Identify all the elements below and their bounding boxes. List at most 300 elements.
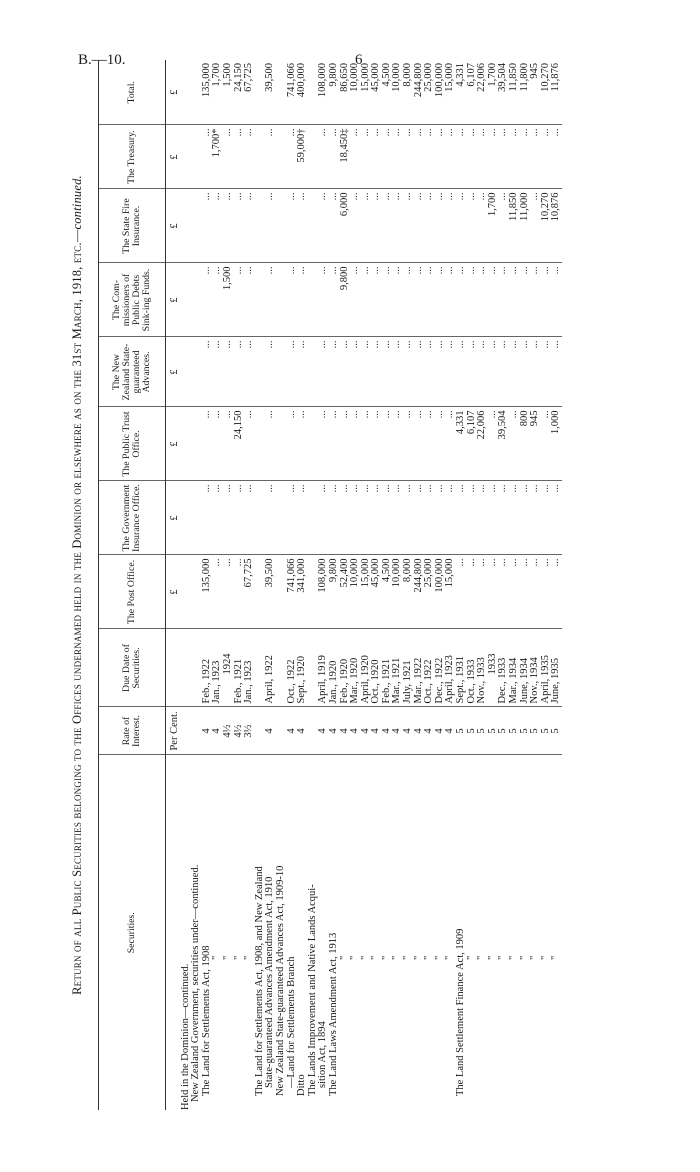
post-office-cell: 244,800	[414, 555, 425, 629]
securities-cell: New Zealand Government, securities under—continued.	[190, 864, 202, 1102]
state-fire-cell	[276, 189, 287, 263]
state-fire-cell: ...	[403, 189, 414, 263]
securities-cell: The Land for Settlements Act, 1908	[200, 945, 212, 1096]
due-date-cell: Mar., 1921	[392, 629, 403, 707]
government-insurance-cell: ...	[435, 481, 446, 555]
state-guaranteed-cell	[276, 337, 287, 407]
securities-cell: "	[211, 955, 223, 960]
post-office-cell: 108,000	[318, 555, 329, 629]
due-date-cell: Jan., 1923	[212, 629, 223, 707]
rate-cell: 4	[403, 707, 414, 755]
state-guaranteed-cell: ...	[244, 337, 255, 407]
state-guaranteed-cell: ...	[382, 337, 393, 407]
public-trust-cell: ...	[424, 407, 435, 481]
due-date-cell: July, 1921	[403, 629, 414, 707]
commissioners-cell: ...	[498, 263, 509, 337]
public-trust-cell: ...	[287, 407, 298, 481]
government-insurance-cell: ...	[297, 481, 308, 555]
commissioners-cell: ...	[477, 263, 488, 337]
government-insurance-cell: ...	[329, 481, 340, 555]
public-trust-cell: ...	[509, 407, 520, 481]
securities-cell: The Lands Improvement and Native Lands Acqui-	[306, 884, 318, 1096]
total-cell: 1,700	[212, 60, 223, 125]
treasury-cell: ...	[350, 125, 361, 189]
rate-cell: 4½	[223, 707, 234, 755]
public-trust-cell: ...	[350, 407, 361, 481]
post-office-cell: 10,000	[392, 555, 403, 629]
commissioners-cell: ...	[435, 263, 446, 337]
state-guaranteed-cell: ...	[287, 337, 298, 407]
state-fire-cell: ...	[414, 189, 425, 263]
commissioners-cell: ...	[244, 263, 255, 337]
public-trust-cell: ...	[223, 407, 234, 481]
col-state-guaranteed-advances: The New Zealand State-guaranteed Advances.	[99, 337, 166, 407]
commissioners-cell: ...	[467, 263, 478, 337]
total-cell: 8,000	[403, 60, 414, 125]
total-cell	[181, 60, 192, 125]
government-insurance-cell: ...	[498, 481, 509, 555]
total-cell: 24,150	[234, 60, 245, 125]
units-post: £	[166, 555, 181, 629]
post-office-cell: 741,066	[287, 555, 298, 629]
rate-cell: 5	[541, 707, 552, 755]
rate-cell: 4	[424, 707, 435, 755]
treasury-cell: ...	[477, 125, 488, 189]
due-date-cell: April, 1922	[265, 629, 276, 707]
units-blank	[166, 629, 181, 707]
table-row	[551, 60, 562, 1110]
col-rate: Rate of Interest.	[99, 707, 166, 755]
public-trust-cell: 6,107	[467, 407, 478, 481]
commissioners-cell: ...	[403, 263, 414, 337]
treasury-cell: 18,450‡	[340, 125, 351, 189]
government-insurance-cell: ...	[467, 481, 478, 555]
rate-cell: 4	[414, 707, 425, 755]
title-main: Return of all Public Securities belonging to the Offices undernamed held in the Dominion or elsewhere as on the 31st March, 1918, etc.—	[70, 229, 84, 995]
treasury-cell: ...	[265, 125, 276, 189]
treasury-cell: ...	[287, 125, 298, 189]
col-securities: Securities.	[99, 755, 166, 1110]
total-cell: 945	[530, 60, 541, 125]
treasury-cell: 59,000†	[297, 125, 308, 189]
state-fire-cell: ...	[329, 189, 340, 263]
public-trust-cell: ...	[329, 407, 340, 481]
table-row	[223, 60, 234, 1110]
state-fire-cell	[181, 189, 192, 263]
securities-cell: "	[486, 955, 498, 960]
government-insurance-cell: ...	[403, 481, 414, 555]
units-total: £	[166, 60, 181, 125]
securities-cell: "	[380, 955, 392, 960]
commissioners-cell: ...	[541, 263, 552, 337]
total-cell: 11,876	[551, 60, 562, 125]
commissioners-cell: ...	[509, 263, 520, 337]
securities-cell: "	[497, 955, 509, 960]
total-cell: 244,800	[414, 60, 425, 125]
total-cell: 39,500	[265, 60, 276, 125]
post-office-cell: ...	[477, 555, 488, 629]
government-insurance-cell: ...	[509, 481, 520, 555]
rate-cell: 4	[318, 707, 329, 755]
due-date-cell: Dec., 1933	[498, 629, 509, 707]
public-trust-cell: 945	[530, 407, 541, 481]
post-office-cell: 25,000	[424, 555, 435, 629]
table-row	[329, 60, 340, 1110]
post-office-cell: 341,000	[297, 555, 308, 629]
government-insurance-cell: ...	[234, 481, 245, 555]
commissioners-cell: ...	[424, 263, 435, 337]
securities-cell: "	[508, 955, 519, 960]
state-fire-cell: ...	[498, 189, 509, 263]
units-row	[166, 60, 181, 1110]
due-date-cell: 1924	[223, 629, 234, 707]
total-cell: 86,650	[340, 60, 351, 125]
post-office-cell: 8,000	[403, 555, 414, 629]
public-trust-cell: ...	[361, 407, 372, 481]
state-fire-cell: 1,700	[488, 189, 499, 263]
state-guaranteed-cell: ...	[212, 337, 223, 407]
commissioners-cell: ...	[234, 263, 245, 337]
state-guaranteed-cell: ...	[509, 337, 520, 407]
total-cell: 135,000	[202, 60, 213, 125]
table-row	[371, 60, 382, 1110]
rate-cell: 4	[371, 707, 382, 755]
commissioners-cell: ...	[297, 263, 308, 337]
col-commissioners: The Com-missioners of Public Debts Sink-ing Funds.	[99, 263, 166, 337]
state-fire-cell: ...	[477, 189, 488, 263]
col-public-trust: The Public Trust Office.	[99, 407, 166, 481]
rate-cell: 5	[509, 707, 520, 755]
commissioners-cell: ...	[382, 263, 393, 337]
due-date-cell: April, 1919	[318, 629, 329, 707]
post-office-cell: 15,000	[445, 555, 456, 629]
treasury-cell	[181, 125, 192, 189]
commissioners-cell	[308, 263, 319, 337]
government-insurance-cell: ...	[551, 481, 562, 555]
securities-cell: "	[221, 955, 233, 960]
government-insurance-cell: ...	[414, 481, 425, 555]
securities-cell: "	[539, 955, 551, 960]
post-office-cell	[181, 555, 192, 629]
state-fire-cell: 6,000	[340, 189, 351, 263]
table-row	[456, 60, 467, 1110]
government-insurance-cell: ...	[361, 481, 372, 555]
post-office-cell: 9,800	[329, 555, 340, 629]
table-body	[166, 60, 562, 1110]
table-row	[467, 60, 478, 1110]
total-cell: 10,000	[392, 60, 403, 125]
treasury-cell: ...	[424, 125, 435, 189]
due-date-cell	[276, 629, 287, 707]
due-date-cell: April, 1920	[361, 629, 372, 707]
securities-cell: New Zealand State-guaranteed Advances Act, 1909-10	[274, 865, 286, 1096]
securities-cell: "	[444, 955, 456, 960]
total-cell: 39,504	[498, 60, 509, 125]
table-row	[212, 60, 223, 1110]
rate-cell: 5	[498, 707, 509, 755]
state-guaranteed-cell: ...	[223, 337, 234, 407]
rate-cell: 4	[202, 707, 213, 755]
public-trust-cell	[276, 407, 287, 481]
government-insurance-cell: ...	[488, 481, 499, 555]
state-guaranteed-cell: ...	[371, 337, 382, 407]
government-insurance-cell: ...	[445, 481, 456, 555]
securities-cell: State-guaranteed Advances Amendment Act, 1910	[264, 876, 276, 1088]
government-insurance-cell: ...	[318, 481, 329, 555]
due-date-cell: Feb., 1922	[202, 629, 213, 707]
state-guaranteed-cell: ...	[541, 337, 552, 407]
state-guaranteed-cell: ...	[340, 337, 351, 407]
due-date-cell: Oct., 1920	[371, 629, 382, 707]
securities-table	[98, 60, 562, 1110]
due-date-cell: Jan., 1920	[329, 629, 340, 707]
rate-cell	[276, 707, 287, 755]
rate-cell: 4½	[234, 707, 245, 755]
securities-cell: "	[465, 955, 477, 960]
rate-cell: 4	[297, 707, 308, 755]
government-insurance-cell: ...	[212, 481, 223, 555]
government-insurance-cell: ...	[382, 481, 393, 555]
due-date-cell: Feb., 1920	[340, 629, 351, 707]
treasury-cell: ...	[456, 125, 467, 189]
total-cell: 22,006	[477, 60, 488, 125]
due-date-cell: 1933	[488, 629, 499, 707]
total-cell: 1,700	[488, 60, 499, 125]
securities-cell: "	[232, 955, 244, 960]
state-fire-cell: ...	[244, 189, 255, 263]
total-cell: 67,725	[244, 60, 255, 125]
rate-cell: 5	[477, 707, 488, 755]
rate-cell: 5	[456, 707, 467, 755]
treasury-cell: ...	[234, 125, 245, 189]
post-office-cell: ...	[212, 555, 223, 629]
state-fire-cell: ...	[435, 189, 446, 263]
government-insurance-cell: ...	[477, 481, 488, 555]
public-trust-cell: 39,504	[498, 407, 509, 481]
public-trust-cell: ...	[318, 407, 329, 481]
total-cell: 100,000	[435, 60, 446, 125]
treasury-cell: ...	[329, 125, 340, 189]
table-title	[70, 60, 96, 1110]
commissioners-cell	[255, 263, 266, 337]
treasury-cell: 1,700*	[212, 125, 223, 189]
public-trust-cell: 22,006	[477, 407, 488, 481]
table-row	[520, 60, 531, 1110]
commissioners-cell: ...	[520, 263, 531, 337]
post-office-cell: ...	[456, 555, 467, 629]
post-office-cell: 10,000	[350, 555, 361, 629]
state-fire-cell: ...	[392, 189, 403, 263]
commissioners-cell: ...	[456, 263, 467, 337]
due-date-cell	[181, 629, 192, 707]
total-cell: 9,800	[329, 60, 340, 125]
rate-cell: 4	[212, 707, 223, 755]
rotated-table-block	[70, 60, 700, 1110]
total-cell: 4,500	[382, 60, 393, 125]
government-insurance-cell	[308, 481, 319, 555]
total-cell: 25,000	[424, 60, 435, 125]
post-office-cell: 39,500	[265, 555, 276, 629]
government-insurance-cell: ...	[541, 481, 552, 555]
state-guaranteed-cell: ...	[234, 337, 245, 407]
due-date-cell: Sept., 1920	[297, 629, 308, 707]
commissioners-cell: ...	[414, 263, 425, 337]
commissioners-cell: ...	[202, 263, 213, 337]
due-date-cell: Feb., 1921	[382, 629, 393, 707]
commissioners-cell: ...	[329, 263, 340, 337]
state-fire-cell: ...	[223, 189, 234, 263]
due-date-cell: Oct., 1922	[287, 629, 298, 707]
state-guaranteed-cell: ...	[456, 337, 467, 407]
rate-cell: 4	[329, 707, 340, 755]
state-fire-cell: ...	[530, 189, 541, 263]
commissioners-cell	[276, 263, 287, 337]
rate-cell: 4	[361, 707, 372, 755]
header-row	[99, 60, 166, 1110]
due-date-cell: April, 1935	[541, 629, 552, 707]
post-office-cell: ...	[498, 555, 509, 629]
units-nzsga: £	[166, 337, 181, 407]
treasury-cell: ...	[244, 125, 255, 189]
commissioners-cell: ...	[551, 263, 562, 337]
table-row	[276, 60, 287, 1110]
state-fire-cell: ...	[297, 189, 308, 263]
due-date-cell: Feb., 1921	[234, 629, 245, 707]
public-trust-cell: ...	[371, 407, 382, 481]
post-office-cell: ...	[530, 555, 541, 629]
public-trust-cell: ...	[297, 407, 308, 481]
rate-cell	[181, 707, 192, 755]
rate-cell: 5	[467, 707, 478, 755]
securities-cell: The Land for Settlements Act, 1908, and New Zealand	[253, 866, 265, 1096]
due-date-cell: Sept., 1931	[456, 629, 467, 707]
commissioners-cell: ...	[371, 263, 382, 337]
treasury-cell: ...	[318, 125, 329, 189]
public-trust-cell: 800	[520, 407, 531, 481]
total-cell: 15,000	[361, 60, 372, 125]
securities-cell: "	[243, 955, 255, 960]
commissioners-cell: ...	[445, 263, 456, 337]
total-cell: 15,000	[445, 60, 456, 125]
treasury-cell: ...	[509, 125, 520, 189]
state-fire-cell: ...	[202, 189, 213, 263]
government-insurance-cell: ...	[350, 481, 361, 555]
commissioners-cell: ...	[287, 263, 298, 337]
units-gio: £	[166, 481, 181, 555]
post-office-cell: ...	[488, 555, 499, 629]
commissioners-cell: 1,500	[223, 263, 234, 337]
units-pto: £	[166, 407, 181, 481]
securities-cell: "	[402, 955, 414, 960]
treasury-cell: ...	[382, 125, 393, 189]
treasury-cell: ...	[520, 125, 531, 189]
report-reference: B.—10.	[78, 52, 126, 68]
treasury-cell: ...	[435, 125, 446, 189]
due-date-cell: Mar., 1920	[350, 629, 361, 707]
post-office-cell: 67,725	[244, 555, 255, 629]
securities-cell: Held in the Dominion—continued.	[179, 963, 191, 1110]
securities-cell: "	[518, 955, 530, 960]
state-guaranteed-cell	[181, 337, 192, 407]
table-row	[509, 60, 520, 1110]
rate-cell: 5	[520, 707, 531, 755]
due-date-cell: Dec., 1922	[435, 629, 446, 707]
state-fire-cell: ...	[371, 189, 382, 263]
government-insurance-cell	[181, 481, 192, 555]
total-cell: 10,000	[350, 60, 361, 125]
state-guaranteed-cell: ...	[403, 337, 414, 407]
post-office-cell: ...	[520, 555, 531, 629]
due-date-cell: Oct., 1933	[467, 629, 478, 707]
commissioners-cell: ...	[265, 263, 276, 337]
due-date-cell: Mar., 1922	[414, 629, 425, 707]
commissioners-cell: ...	[350, 263, 361, 337]
units-rate: Per Cent.	[166, 707, 181, 755]
state-guaranteed-cell: ...	[424, 337, 435, 407]
public-trust-cell: ...	[340, 407, 351, 481]
state-guaranteed-cell: ...	[445, 337, 456, 407]
commissioners-cell: ...	[212, 263, 223, 337]
due-date-cell: Mar., 1934	[509, 629, 520, 707]
public-trust-cell: ...	[244, 407, 255, 481]
public-trust-cell: ...	[392, 407, 403, 481]
government-insurance-cell	[191, 481, 202, 555]
government-insurance-cell: ...	[202, 481, 213, 555]
treasury-cell: ...	[498, 125, 509, 189]
units-comm: £	[166, 263, 181, 337]
state-fire-cell: ...	[445, 189, 456, 263]
col-state-fire: The State Fire Insurance.	[99, 189, 166, 263]
government-insurance-cell: ...	[287, 481, 298, 555]
rate-cell: 4	[340, 707, 351, 755]
treasury-cell: ...	[392, 125, 403, 189]
securities-cell: The Land Settlement Finance Act, 1909	[455, 928, 467, 1096]
treasury-cell: ...	[445, 125, 456, 189]
treasury-cell: ...	[551, 125, 562, 189]
public-trust-cell: ...	[541, 407, 552, 481]
total-cell: 1,500	[223, 60, 234, 125]
state-guaranteed-cell: ...	[477, 337, 488, 407]
securities-cell: "	[391, 955, 403, 960]
securities-cell: "	[338, 955, 350, 960]
state-fire-cell: ...	[467, 189, 478, 263]
page-number: 6	[355, 52, 363, 68]
state-guaranteed-cell: ...	[520, 337, 531, 407]
securities-cell: "	[433, 955, 445, 960]
table-row	[392, 60, 403, 1110]
treasury-cell: ...	[414, 125, 425, 189]
state-fire-cell: ...	[424, 189, 435, 263]
post-office-cell: 4,500	[382, 555, 393, 629]
col-total: Total.	[99, 60, 166, 125]
public-trust-cell: ...	[265, 407, 276, 481]
public-trust-cell: ...	[212, 407, 223, 481]
post-office-cell: ...	[234, 555, 245, 629]
rate-cell: 4	[435, 707, 446, 755]
state-guaranteed-cell: ...	[202, 337, 213, 407]
state-guaranteed-cell: ...	[414, 337, 425, 407]
commissioners-cell: ...	[318, 263, 329, 337]
public-trust-cell: 1,000	[551, 407, 562, 481]
state-fire-cell	[191, 189, 202, 263]
rate-cell: 5	[530, 707, 541, 755]
treasury-cell: ...	[403, 125, 414, 189]
commissioners-cell: ...	[530, 263, 541, 337]
securities-cell: The Land Laws Amendment Act, 1913	[327, 932, 339, 1096]
state-guaranteed-cell: ...	[329, 337, 340, 407]
public-trust-cell: ...	[202, 407, 213, 481]
state-fire-cell: ...	[318, 189, 329, 263]
